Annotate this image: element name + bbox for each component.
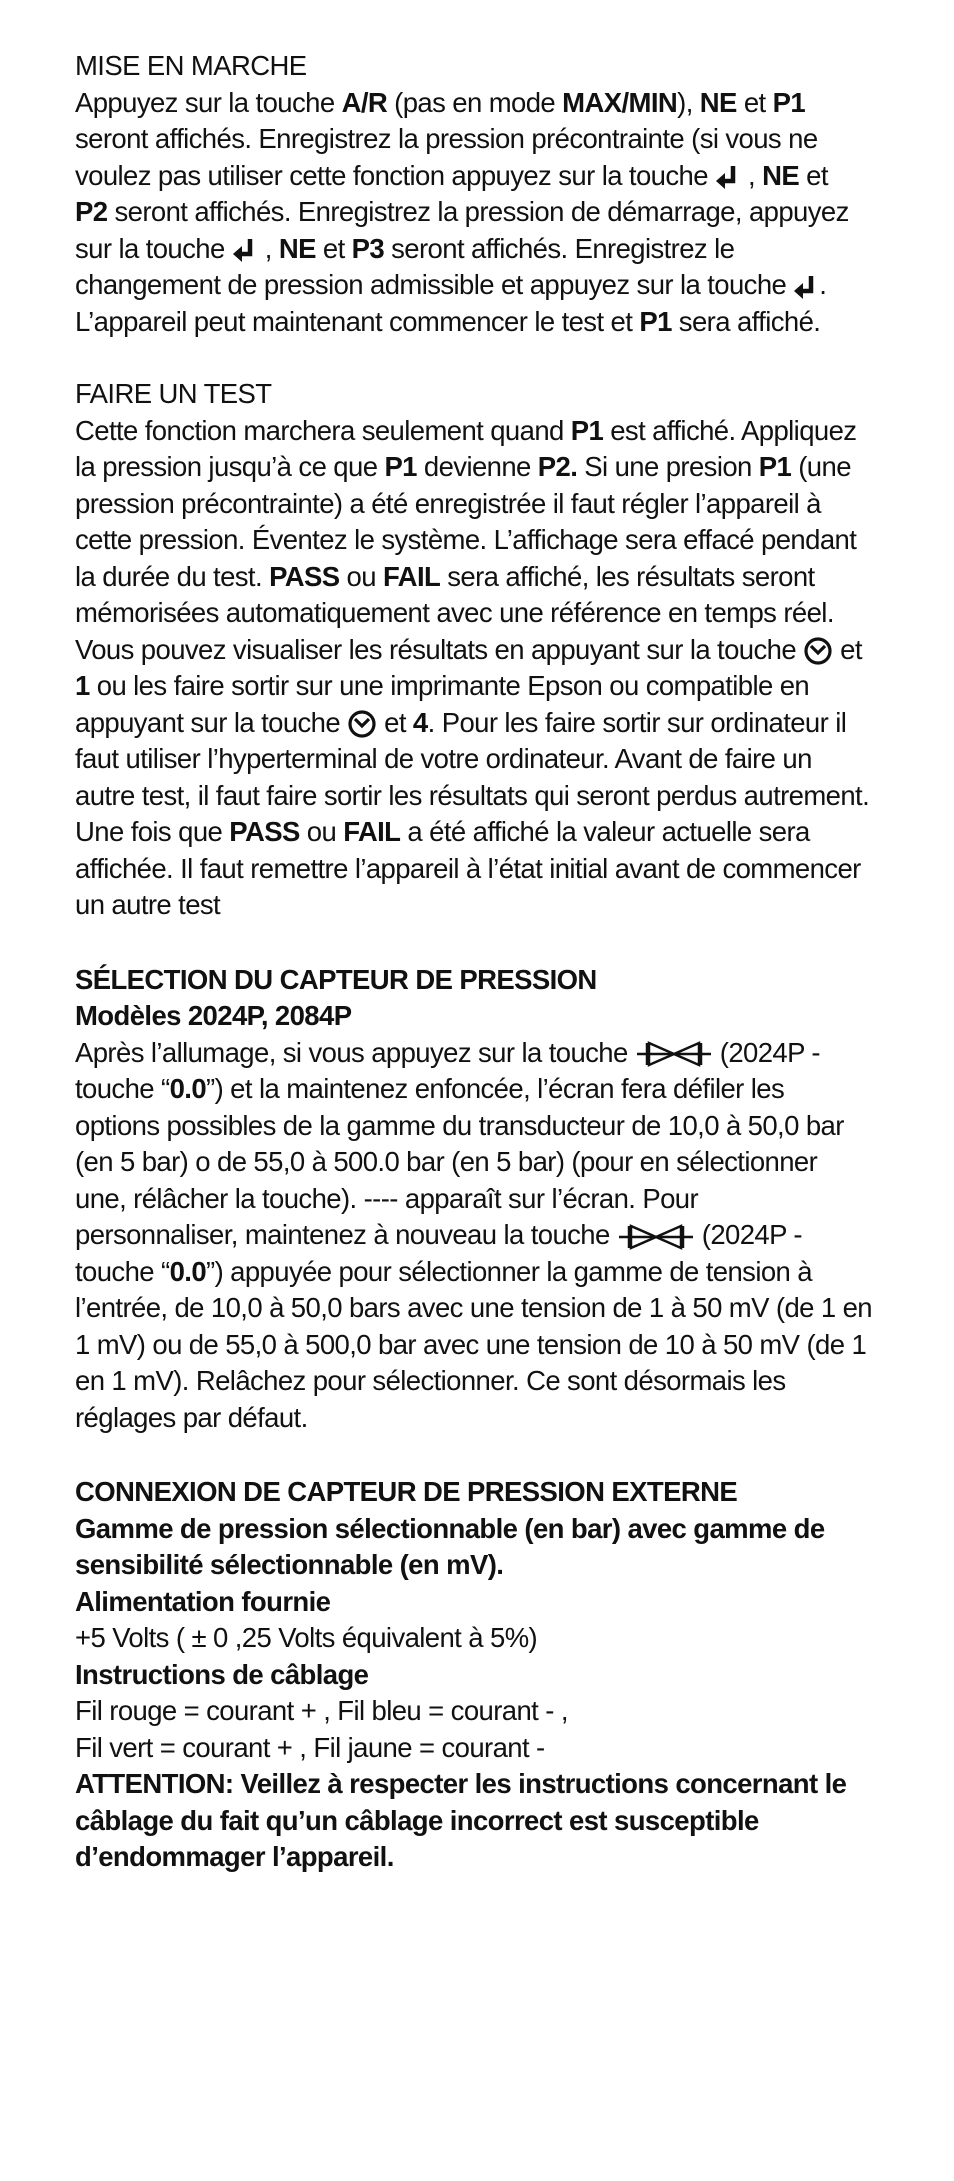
recall-clock-icon [803, 636, 833, 666]
text-line: réglages par défaut. [75, 1401, 308, 1433]
text-line: touche “0.0”) appuyée pour sélectionner la gamme de tension à [75, 1255, 812, 1287]
section-title-connexion: CONNEXION DE CAPTEUR DE PRESSION EXTERNE [75, 1476, 738, 1507]
text-line: l’entrée, de 10,0 à 50,0 bars avec une tension de 1 à 50 mV (de 1 en [75, 1292, 872, 1323]
text-line: +5 Volts ( ± 0 ,25 Volts équivalent à 5%) [75, 1622, 538, 1653]
section-subtitle-modeles: Modèles 2024P, 2084P [75, 1000, 352, 1031]
section-title-mise: MISE EN MARCHE [75, 50, 307, 81]
text-line: Une fois que PASS ou FAIL a été affiché la valeur actuelle sera [75, 816, 810, 847]
text-line: la durée du test. PASS ou FAIL sera affiché, les résultats seront [75, 560, 815, 592]
enter-key-icon [715, 163, 741, 191]
recall-clock-icon [347, 709, 377, 739]
range-valve-icon [635, 1039, 713, 1069]
text-line: (en 5 bar) o de 55,0 à 500.0 bar (en 5 bar) (pour en sélectionner [75, 1146, 818, 1177]
text-line: une, rélâcher la touche). ---- apparaît sur l’écran. Pour [75, 1182, 699, 1214]
text-line: autre test, il faut faire sortir les résultats qui seront perdus autrement. [75, 779, 870, 811]
text-line: touche “0.0”) et la maintenez enfoncée, l’écran fera défiler les [75, 1073, 785, 1104]
subheading-instructions: Instructions de câblage [75, 1658, 369, 1690]
range-valve-icon [617, 1222, 695, 1252]
text-line: en 1 mV). Relâchez pour sélectionner. Ce sont désormais les [75, 1365, 786, 1396]
text-line: cette pression. Éventez le système. L’affichage sera effacé pendant [75, 524, 857, 555]
text-line: L’appareil peut maintenant commencer le test et P1 sera affiché. [75, 305, 821, 337]
section-connexion [75, 1474, 894, 1876]
text-line: Après l’allumage, si vous appuyez sur la touche (2024P - [75, 1036, 820, 1068]
text-line: sensibilité sélectionnable (en mV). [75, 1549, 504, 1580]
warning-line: câblage du fait qu’un câblage incorrect est susceptible [75, 1804, 759, 1836]
text-line: un autre test [75, 889, 221, 920]
text-line: appuyant sur la touche et 4. Pour les faire sortir sur ordinateur il [75, 706, 847, 738]
text-line: 1 ou les faire sortir sur une imprimante Epson ou compatible en [75, 670, 810, 701]
text-line: seront affichés. Enregistrez la pression précontrainte (si vous ne [75, 123, 818, 154]
text-line: changement de pression admissible et appuyez sur la touche . [75, 269, 827, 300]
section-title-test: FAIRE UN TEST [75, 378, 272, 409]
text-line: faut utiliser l’hyperterminal de votre ordinateur. Avant de faire un [75, 743, 812, 774]
text-line: sur la touche , NE et P3 seront affichés. Enregistrez le [75, 232, 735, 264]
warning-line: ATTENTION: Veillez à respecter les instructions concernant le [75, 1768, 847, 1799]
subheading-alimentation: Alimentation fournie [75, 1585, 331, 1617]
section-title-capteur: SÉLECTION DU CAPTEUR DE PRESSION [75, 963, 597, 995]
text-line: Appuyez sur la touche A/R (pas en mode MAX/MIN), NE et P1 [75, 86, 806, 118]
text-line: mémorisées automatiquement avec une référence en temps réel. [75, 597, 834, 628]
enter-key-icon [232, 236, 258, 264]
section-faire-un-test [75, 376, 894, 924]
text-line: Fil rouge = courant + , Fil bleu = courant - , [75, 1695, 568, 1726]
text-line: options possibles de la gamme du transducteur de 10,0 à 50,0 bar [75, 1109, 844, 1141]
text-line: affichée. Il faut remettre l’appareil à l’état initial avant de commencer [75, 852, 861, 884]
text-line: P2 seront affichés. Enregistrez la pression de démarrage, appuyez [75, 196, 849, 227]
warning-line: d’endommager l’appareil. [75, 1841, 394, 1872]
text-line: voulez pas utiliser cette fonction appuyez sur la touche , NE et [75, 159, 828, 191]
text-line: personnaliser, maintenez à nouveau la touche (2024P - [75, 1219, 802, 1250]
enter-key-icon [793, 273, 819, 301]
section-mise-en-marche [75, 48, 894, 340]
text-line: Cette fonction marchera seulement quand P1 est affiché. Appliquez [75, 414, 857, 446]
text-line: pression précontrainte) a été enregistrée il faut régler l’appareil à [75, 487, 821, 519]
text-line: Gamme de pression sélectionnable (en bar) avec gamme de [75, 1512, 825, 1544]
section-capteur [75, 962, 894, 1437]
text-line: Vous pouvez visualiser les résultats en appuyant sur la touche et [75, 633, 862, 665]
text-line: 1 mV) ou de 55,0 à 500,0 bar avec une tension de 10 à 50 mV (de 1 [75, 1328, 867, 1360]
text-line: Fil vert = courant + , Fil jaune = courant - [75, 1731, 545, 1763]
text-line: la pression jusqu’à ce que P1 devienne P2. Si une presion P1 (une [75, 451, 851, 482]
